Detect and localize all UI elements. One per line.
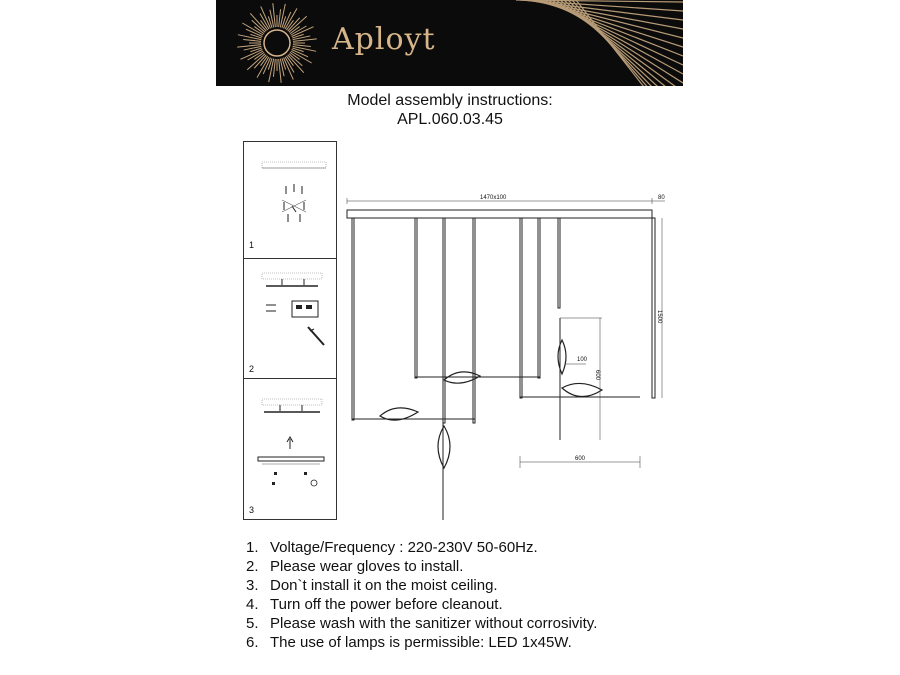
list-item: 1. Voltage/Frequency : 220-230V 50-60Hz.	[246, 539, 538, 556]
step-number: 1	[249, 240, 255, 250]
dim-leaf-height: 600	[594, 370, 600, 381]
list-item: 3. Don`t install it on the moist ceiling.	[246, 577, 498, 594]
ceiling-mount-icon	[244, 142, 336, 258]
model-number: APL.060.03.45	[397, 111, 503, 128]
sunburst-logo-icon	[216, 0, 683, 86]
page-title: Model assembly instructions:	[347, 92, 553, 109]
brand-banner	[216, 0, 683, 86]
list-item: 5. Please wash with the sanitizer without corrosivity.	[246, 615, 598, 632]
dim-width: 1470x100	[480, 195, 507, 201]
instruction-list	[246, 538, 597, 652]
wiring-icon	[244, 259, 336, 379]
dim-leaf-width: 600	[575, 456, 586, 462]
list-item: 2. Please wear gloves to install.	[246, 558, 464, 575]
step-number: 2	[249, 364, 255, 374]
dim-height-top: 80	[658, 195, 665, 201]
list-item: 6. The use of lamps is permissible: LED 1x45W.	[246, 634, 572, 651]
assembly-steps	[243, 141, 337, 520]
step-3-panel	[244, 378, 336, 520]
step-number: 3	[249, 505, 255, 515]
dim-drop: 1500	[656, 310, 662, 324]
canopy-install-icon	[244, 379, 336, 520]
brand-name: Aployt	[332, 22, 436, 57]
step-2-panel	[244, 258, 336, 379]
list-item: 4. Turn off the power before cleanout.	[246, 596, 503, 613]
dim-leaf-offset: 100	[577, 357, 588, 363]
fixture-drawing	[340, 190, 680, 530]
step-1-panel	[244, 142, 336, 258]
